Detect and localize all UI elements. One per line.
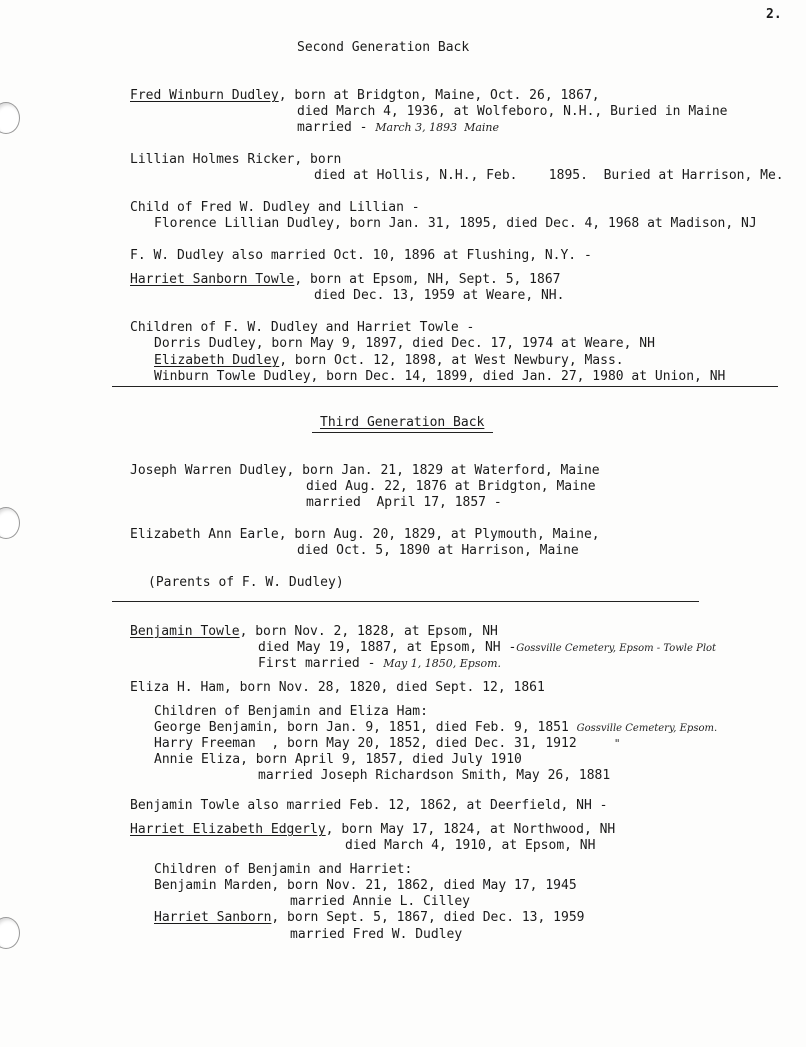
benjamin-first-married-label: First married -	[258, 656, 376, 671]
benjamin-marden-married: married Annie L. Cilley	[290, 894, 471, 909]
george-text: George Benjamin, born Jan. 9, 1851, died Feb. 9, 1851	[154, 720, 569, 735]
harriet-sanborn-name: Harriet Sanborn	[154, 910, 272, 925]
divider-1	[112, 386, 778, 387]
fred-married-label: married -	[297, 120, 368, 135]
harriet-birth: , born at Epsom, NH, Sept. 5, 1867	[294, 272, 561, 287]
george-line	[154, 720, 717, 737]
harriet-edgerly-line	[130, 822, 615, 838]
harriet-edgerly-name: Harriet Elizabeth Edgerly	[130, 822, 326, 837]
divider-2	[112, 601, 699, 602]
harriet-sanborn-line	[154, 910, 584, 926]
lillian-died: died at Hollis, N.H., Feb. 1895. Buried at Harrison, Me.	[314, 168, 784, 183]
children-harriet-header: Children of F. W. Dudley and Harriet Towle -	[130, 320, 475, 335]
harriet-line	[130, 272, 560, 288]
heading-underline	[312, 432, 493, 433]
fred-married-handwritten: March 3, 1893 Maine	[375, 121, 500, 134]
benjamin-died	[258, 640, 716, 657]
harriet-name: Harriet Sanborn Towle	[130, 272, 295, 287]
elizabeth-name: Elizabeth Dudley	[154, 353, 280, 368]
harry-line	[154, 736, 620, 752]
benjamin-second-marriage: Benjamin Towle also married Feb. 12, 1862, at Deerfield, NH -	[130, 798, 608, 813]
fred-line	[130, 88, 600, 104]
harry-ditto-handwritten: "	[614, 737, 620, 750]
punch-hole-middle	[0, 507, 20, 539]
harriet-edgerly-died: died March 4, 1910, at Epsom, NH	[345, 838, 596, 853]
dorris-line: Dorris Dudley, born May 9, 1897, died Dec. 17, 1974 at Weare, NH	[154, 336, 655, 351]
children-harriet-edgerly-header: Children of Benjamin and Harriet:	[154, 862, 413, 877]
punch-hole-bottom	[0, 917, 20, 949]
annie-married: married Joseph Richardson Smith, May 26, 1881	[258, 768, 611, 783]
fred-died: died March 4, 1936, at Wolfeboro, N.H., Buried in Maine	[297, 104, 728, 119]
harry-text: Harry Freeman , born May 20, 1852, died Dec. 31, 1912	[154, 736, 577, 751]
elizabeth-earle-died: died Oct. 5, 1890 at Harrison, Maine	[297, 543, 579, 558]
fred-name: Fred Winburn Dudley	[130, 88, 279, 103]
florence-line: Florence Lillian Dudley, born Jan. 31, 1895, died Dec. 4, 1968 at Madison, NJ	[154, 216, 757, 231]
page-number: 2.	[766, 7, 782, 22]
punch-hole-top	[0, 102, 20, 134]
benjamin-died-text: died May 19, 1887, at Epsom, NH -	[258, 640, 517, 655]
child-lillian-header: Child of Fred W. Dudley and Lillian -	[130, 200, 420, 215]
joseph-born: Joseph Warren Dudley, born Jan. 21, 1829 at Waterford, Maine	[130, 463, 600, 478]
fred-married	[297, 120, 499, 136]
benjamin-name: Benjamin Towle	[130, 624, 240, 639]
fred-birth: , born at Bridgton, Maine, Oct. 26, 1867,	[278, 88, 600, 103]
second-generation-heading: Second Generation Back	[297, 40, 470, 55]
elizabeth-earle-born: Elizabeth Ann Earle, born Aug. 20, 1829, at Plymouth, Maine,	[130, 527, 600, 542]
benjamin-first-married-handwritten: May 1, 1850, Epsom.	[383, 657, 502, 670]
joseph-died: died Aug. 22, 1876 at Bridgton, Maine	[306, 479, 596, 494]
benjamin-burial-handwritten: Gossville Cemetery, Epsom - Towle Plot	[516, 643, 717, 654]
elizabeth-birth: , born Oct. 12, 1898, at West Newbury, Mass.	[279, 353, 624, 368]
harriet-sanborn-married: married Fred W. Dudley	[290, 927, 463, 942]
children-eliza-header: Children of Benjamin and Eliza Ham:	[154, 704, 428, 719]
elizabeth-line	[154, 353, 624, 369]
george-burial-handwritten: Gossville Cemetery, Epsom.	[576, 723, 718, 734]
winburn-line: Winburn Towle Dudley, born Dec. 14, 1899, died Jan. 27, 1980 at Union, NH	[154, 369, 726, 384]
benjamin-line	[130, 624, 498, 640]
benjamin-birth: , born Nov. 2, 1828, at Epsom, NH	[239, 624, 498, 639]
annie-line: Annie Eliza, born April 9, 1857, died July 1910	[154, 752, 522, 767]
eliza-ham-line: Eliza H. Ham, born Nov. 28, 1820, died Sept. 12, 1861	[130, 680, 545, 695]
joseph-married: married April 17, 1857 -	[306, 495, 502, 510]
harriet-edgerly-birth: , born May 17, 1824, at Northwood, NH	[325, 822, 616, 837]
benjamin-marden-line: Benjamin Marden, born Nov. 21, 1862, died May 17, 1945	[154, 878, 577, 893]
second-marriage: F. W. Dudley also married Oct. 10, 1896 at Flushing, N.Y. -	[130, 248, 592, 263]
harriet-died: died Dec. 13, 1959 at Weare, NH.	[314, 288, 565, 303]
harriet-sanborn-birth: , born Sept. 5, 1867, died Dec. 13, 1959	[271, 910, 585, 925]
lillian-born: Lillian Holmes Ricker, born	[130, 152, 342, 167]
third-generation-heading: Third Generation Back	[320, 415, 485, 430]
benjamin-first-married	[258, 656, 501, 672]
parents-note: (Parents of F. W. Dudley)	[148, 575, 344, 590]
